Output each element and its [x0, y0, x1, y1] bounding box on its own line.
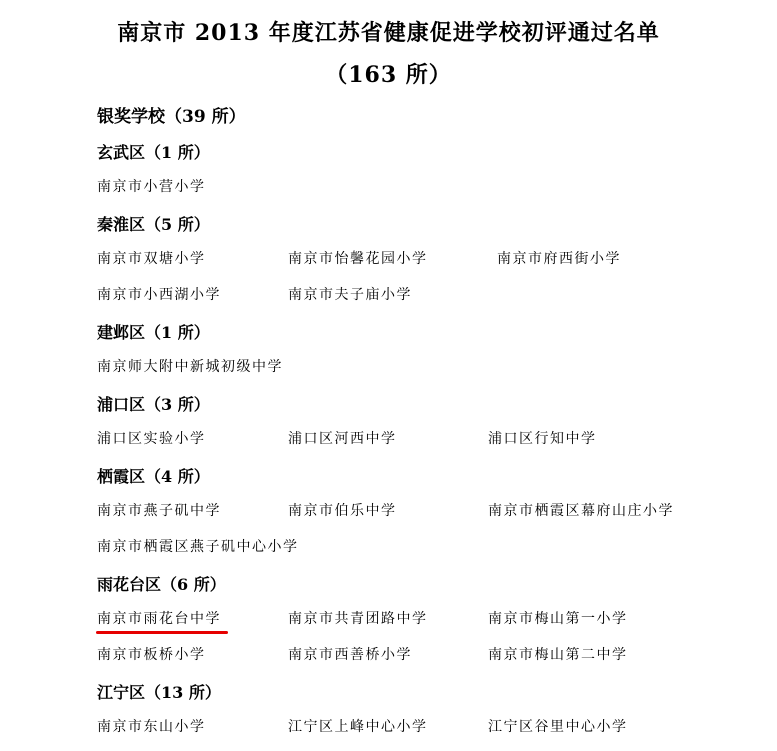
school-item: 南京市梅山第二中学	[488, 647, 628, 663]
district-heading-qinhuai: 秦淮区（5 所）	[97, 215, 210, 234]
school-item: 南京市怡馨花园小学	[288, 251, 428, 267]
school-item: 南京市小西湖小学	[97, 287, 221, 303]
school-item: 南京市板桥小学	[97, 647, 206, 663]
school-item: 南京市府西街小学	[497, 251, 621, 267]
school-item: 南京市梅山第一小学	[488, 611, 628, 627]
district-heading-xuanwu: 玄武区（1 所）	[97, 143, 210, 162]
school-item: 浦口区河西中学	[288, 431, 397, 447]
district-heading-qixia: 栖霞区（4 所）	[97, 467, 210, 486]
school-item: 南京市夫子庙小学	[288, 287, 412, 303]
red-underline-highlight	[96, 631, 228, 634]
school-item: 南京市小营小学	[97, 179, 206, 195]
school-item: 南京市栖霞区燕子矶中心小学	[97, 539, 299, 555]
school-item: 浦口区实验小学	[97, 431, 206, 447]
school-item: 江宁区谷里中心小学	[488, 719, 628, 735]
title-line-1: 南京市 2013 年度江苏省健康促进学校初评通过名单	[117, 20, 660, 46]
school-item: 南京市双塘小学	[97, 251, 206, 267]
district-heading-pukou: 浦口区（3 所）	[97, 395, 210, 414]
section-heading-silver: 银奖学校（39 所）	[97, 107, 246, 127]
district-heading-yuhuatai: 雨花台区（6 所）	[97, 575, 226, 594]
school-item: 南京市伯乐中学	[288, 503, 397, 519]
school-item: 南京市西善桥小学	[288, 647, 412, 663]
school-item: 南京市共青团路中学	[288, 611, 428, 627]
school-item: 南京市燕子矶中学	[97, 503, 221, 519]
district-heading-jiangning: 江宁区（13 所）	[97, 683, 221, 702]
school-item-highlighted: 南京市雨花台中学	[97, 611, 221, 627]
district-heading-jianye: 建邺区（1 所）	[97, 323, 210, 342]
school-item: 南京市栖霞区幕府山庄小学	[488, 503, 674, 519]
school-item: 江宁区上峰中心小学	[288, 719, 428, 735]
school-item: 南京师大附中新城初级中学	[97, 359, 283, 375]
school-item: 南京市东山小学	[97, 719, 206, 735]
title-line-2: （163 所）	[325, 62, 452, 88]
school-item: 浦口区行知中学	[488, 431, 597, 447]
